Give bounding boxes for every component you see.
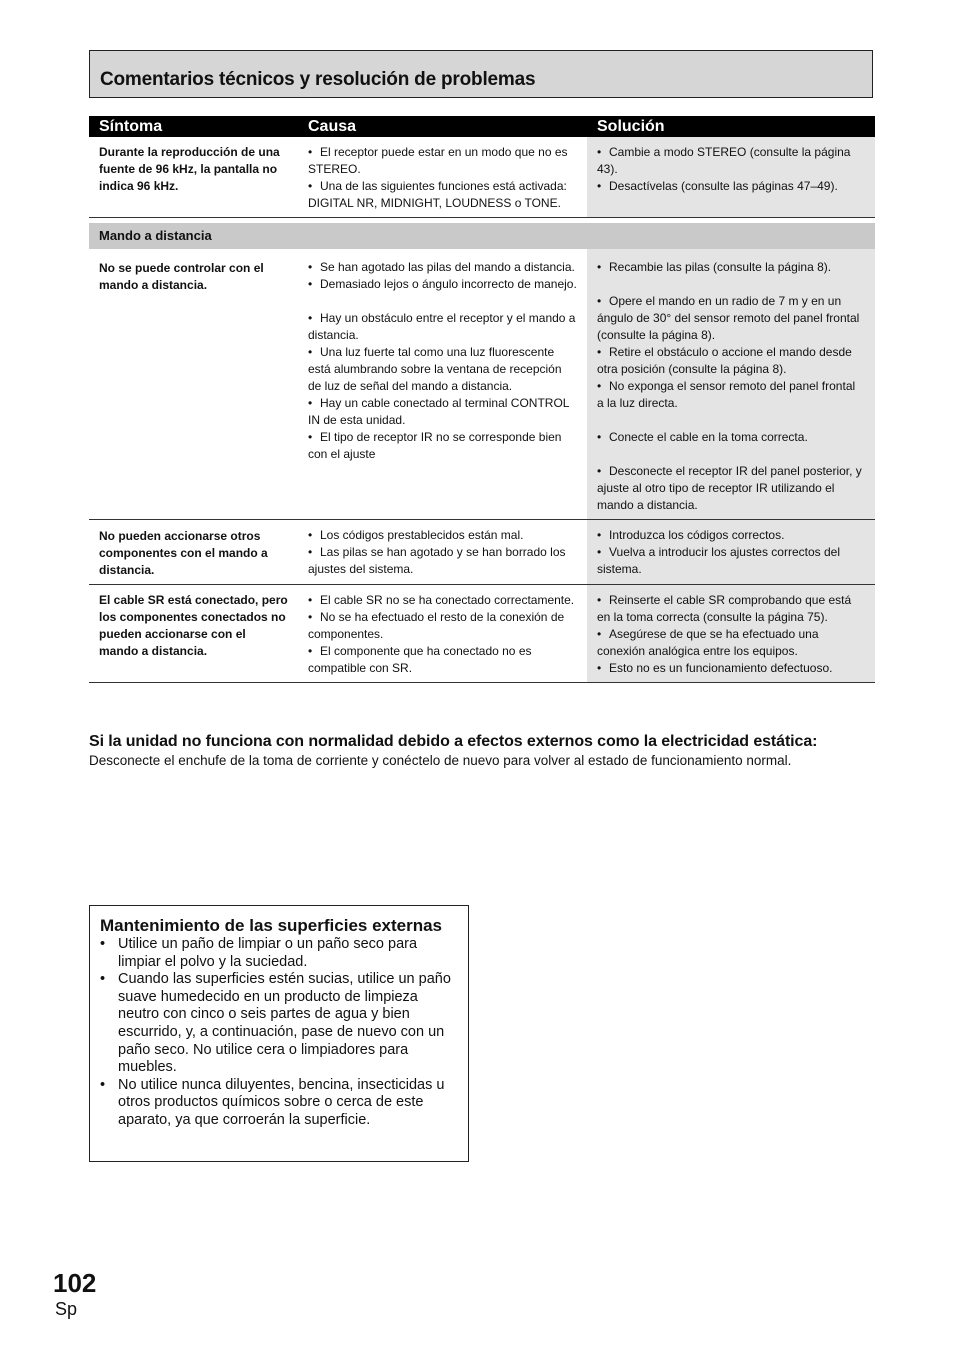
- cause-cell: [298, 137, 587, 218]
- cause-item: • El tipo de receptor IR no se corresponde bien con el ajuste: [308, 430, 562, 461]
- solution-item: • Desconecte el receptor IR del panel posterior, y ajuste al otro tipo de receptor IR utilizando el mando a distancia.: [597, 464, 862, 512]
- section-header: [89, 50, 873, 98]
- cause-item: • Demasiado lejos o ángulo incorrecto de manejo.: [308, 277, 577, 291]
- cause-cell: [298, 520, 587, 585]
- solution-item: • Asegúrese de que se ha efectuado una conexión analógica entre los equipos.: [597, 627, 819, 658]
- cause-item: • El componente que ha conectado no es compatible con SR.: [308, 644, 532, 675]
- cause-item: • Hay un cable conectado al terminal CONTROL IN de esta unidad.: [308, 396, 569, 427]
- cause-item: • Se han agotado las pilas del mando a distancia.: [308, 260, 575, 274]
- solution-cell: [587, 520, 875, 585]
- solution-item: • Retire el obstáculo o accione el mando desde otra posición (consulte la página 8).: [597, 345, 852, 376]
- cause-item: • No se ha efectuado el resto de la conexión de componentes.: [308, 610, 565, 641]
- symptom-cell: No pueden accionarse otros componentes con el mando a distancia.: [89, 520, 298, 585]
- maintenance-title: Mantenimiento de las superficies externas: [100, 916, 443, 935]
- cause-cell: [298, 249, 587, 520]
- group-label: Mando a distancia: [89, 223, 875, 249]
- solution-item: • Opere el mando en un radio de 7 m y en un ángulo de 30° del sensor remoto del panel frontal (consulte la página 8).: [597, 294, 860, 342]
- symptom-cell: No se puede controlar con el mando a distancia.: [89, 249, 298, 520]
- list-item: • No utilice nunca diluyentes, bencina, insecticidas u otros productos químicos sobre o cerca de este aparato, ya que corroerán la superficie.: [100, 1076, 445, 1128]
- maintenance-list: [100, 936, 460, 1130]
- cause-item: • El receptor puede estar en un modo que no es STEREO.: [308, 145, 568, 176]
- column-header-symptom: Síntoma: [89, 116, 298, 137]
- solution-item: • Esto no es un funcionamiento defectuoso.: [597, 661, 833, 675]
- solution-item: • Introduzca los códigos correctos.: [597, 528, 785, 542]
- solution-item: • Desactívelas (consulte las páginas 47–49).: [597, 179, 838, 193]
- table-row: [89, 249, 875, 520]
- list-item: • Cuando las superficies estén sucias, utilice un paño suave humedecido en un producto de limpieza neutro con cinco o seis partes de agua y bien escurrido, y, a continuación, pase de nuevo con un paño seco. No utilice cera o limpiadores para muebles.: [100, 971, 451, 1076]
- table-row: [89, 137, 875, 218]
- group-row-remote: [89, 223, 875, 249]
- cause-item: • Una luz fuerte tal como una luz fluorescente está alumbrando sobre la ventana de recepción de luz de señal del mando a distancia.: [308, 345, 562, 393]
- column-header-cause: Causa: [298, 116, 587, 137]
- solution-cell: [587, 137, 875, 218]
- table-header-row: [89, 116, 875, 137]
- cause-item: • Los códigos prestablecidos están mal.: [308, 528, 524, 542]
- page-number: 102: [53, 1268, 97, 1298]
- static-electricity-note: [89, 733, 889, 768]
- note-text: Desconecte el enchufe de la toma de corriente y conéctelo de nuevo para volver al estado de funcionamiento normal.: [89, 753, 792, 768]
- list-item: • Utilice un paño de limpiar o un paño seco para limpiar el polvo y la suciedad.: [100, 936, 418, 970]
- symptom-cell: Durante la reproducción de una fuente de 96 kHz, la pantalla no indica 96 kHz.: [89, 137, 298, 218]
- maintenance-box: [89, 905, 469, 1162]
- solution-item: • Recambie las pilas (consulte la página 8).: [597, 260, 832, 274]
- note-heading: Si la unidad no funciona con normalidad debido a efectos externos como la electricidad estática:: [89, 733, 818, 750]
- solution-item: • Vuelva a introducir los ajustes correctos del sistema.: [597, 545, 840, 576]
- cause-item: • Una de las siguientes funciones está activada: DIGITAL NR, MIDNIGHT, LOUDNESS o TONE.: [308, 179, 567, 210]
- solution-item: • Reinserte el cable SR comprobando que está en la toma correcta (consulte la página 75).: [597, 593, 852, 624]
- section-title: Comentarios técnicos y resolución de problemas: [100, 69, 536, 90]
- troubleshooting-table: [89, 116, 875, 683]
- solution-cell: [587, 249, 875, 520]
- table-row: [89, 520, 875, 585]
- cause-item: • El cable SR no se ha conectado correctamente.: [308, 593, 575, 607]
- symptom-cell: El cable SR está conectado, pero los componentes conectados no pueden accionarse con el mando a distancia.: [89, 585, 298, 683]
- solution-item: • Cambie a modo STEREO (consulte la página 43).: [597, 145, 851, 176]
- solution-cell: [587, 585, 875, 683]
- cause-item: • Las pilas se han agotado y se han borrado los ajustes del sistema.: [308, 545, 566, 576]
- solution-item: • No exponga el sensor remoto del panel frontal a la luz directa.: [597, 379, 856, 410]
- cause-item: • Hay un obstáculo entre el receptor y el mando a distancia.: [308, 311, 576, 342]
- table-row: [89, 585, 875, 683]
- page-language: Sp: [55, 1299, 78, 1319]
- solution-item: • Conecte el cable en la toma correcta.: [597, 430, 808, 444]
- cause-cell: [298, 585, 587, 683]
- column-header-solution: Solución: [587, 116, 875, 137]
